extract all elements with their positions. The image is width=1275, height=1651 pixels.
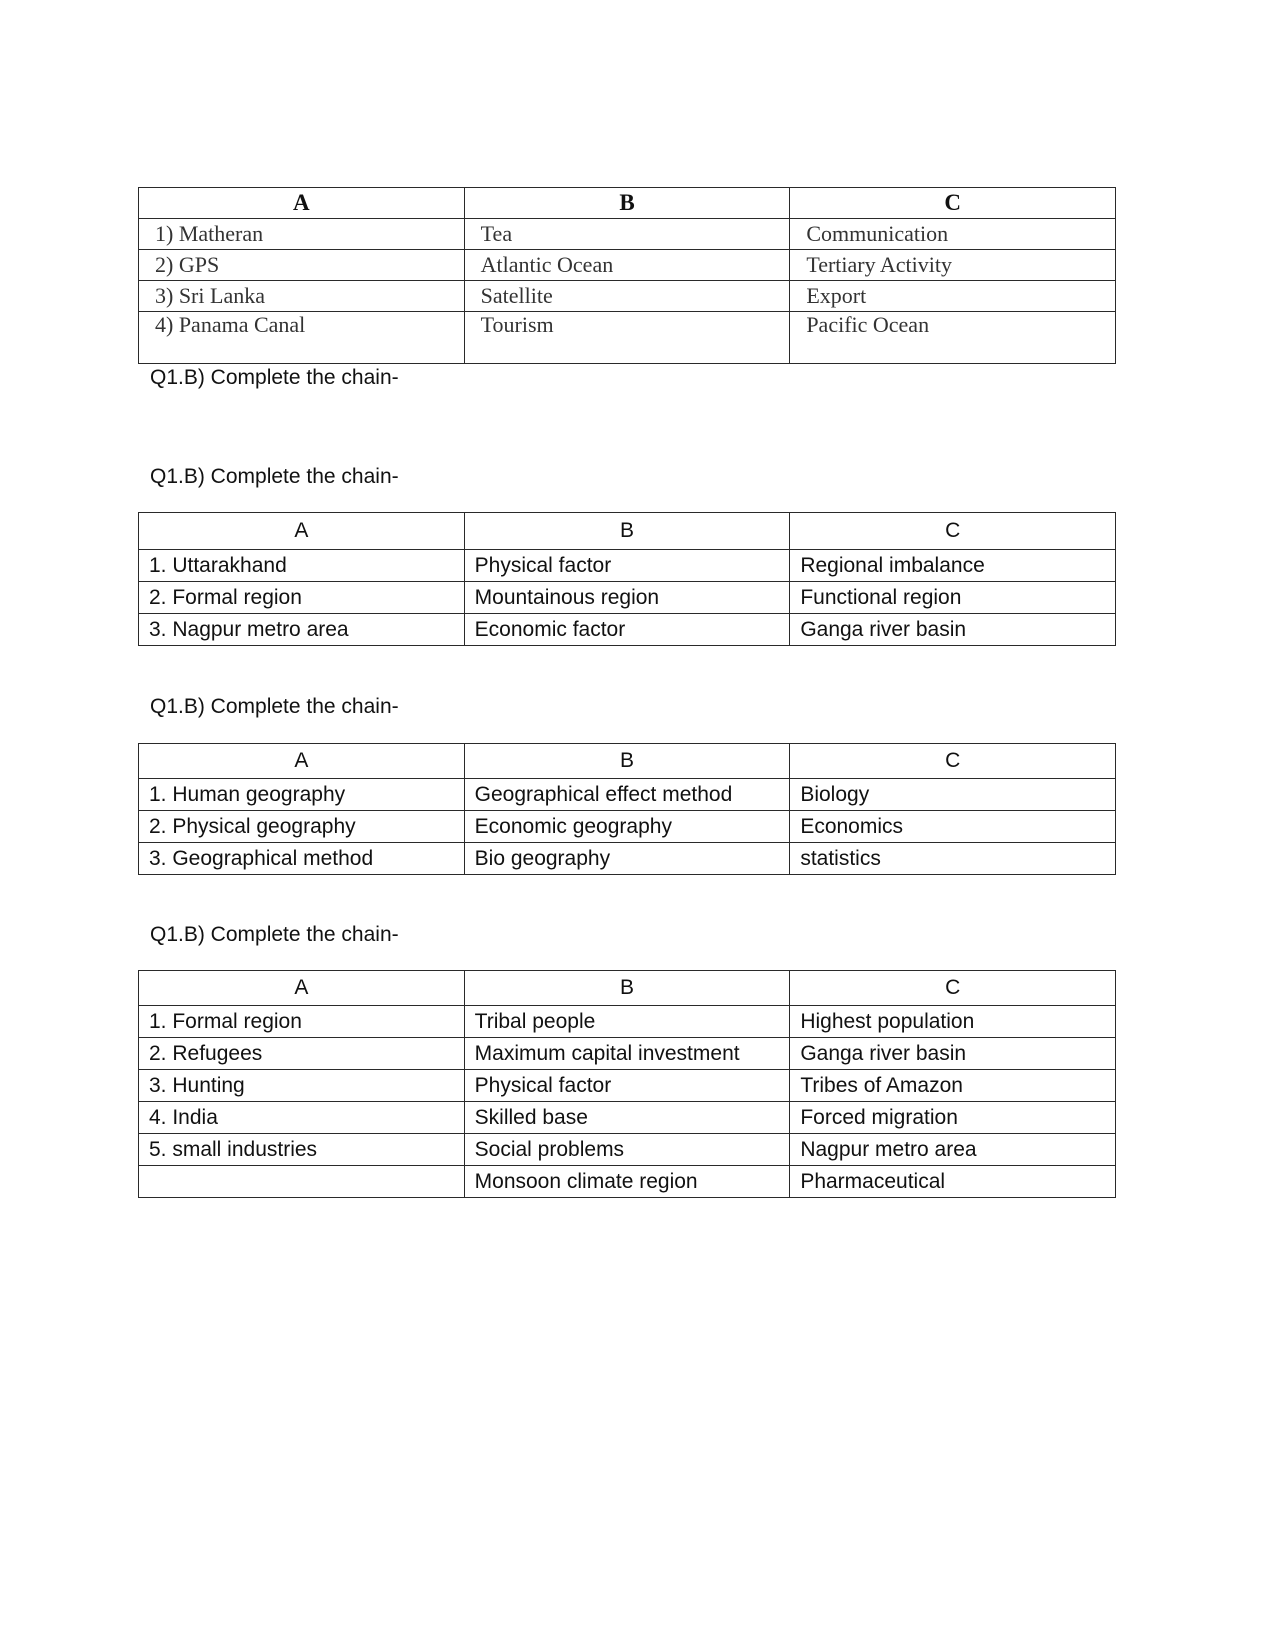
table-cell: Skilled base xyxy=(464,1102,790,1134)
table-cell: 3. Nagpur metro area xyxy=(139,614,465,646)
table-cell: 2. Physical geography xyxy=(139,811,465,843)
table-cell: Geographical effect method xyxy=(464,779,790,811)
table-cell: statistics xyxy=(790,843,1116,875)
table-cell: Economic factor xyxy=(464,614,790,646)
match-table-2 xyxy=(138,512,1116,646)
table-cell: 1. Human geography xyxy=(139,779,465,811)
table-cell: 3. Hunting xyxy=(139,1070,465,1102)
match-table-1 xyxy=(138,187,1116,364)
column-header-a: A xyxy=(139,188,465,219)
table-cell: Highest population xyxy=(790,1006,1116,1038)
table-row xyxy=(139,1134,1116,1166)
column-header-a: A xyxy=(139,513,465,550)
table-cell: Economics xyxy=(790,811,1116,843)
column-header-b: B xyxy=(464,971,790,1006)
table-row xyxy=(139,1102,1116,1134)
table-cell: 2) GPS xyxy=(139,250,465,281)
column-header-b: B xyxy=(464,744,790,779)
table-cell: Monsoon climate region xyxy=(464,1166,790,1198)
table-cell: Ganga river basin xyxy=(790,1038,1116,1070)
table-cell: Tea xyxy=(464,219,790,250)
table-cell: Regional imbalance xyxy=(790,550,1116,582)
column-header-c: C xyxy=(790,971,1116,1006)
table-cell: Communication xyxy=(790,219,1116,250)
table-cell: 3. Geographical method xyxy=(139,843,465,875)
match-table-4 xyxy=(138,970,1116,1198)
table-cell: 1. Uttarakhand xyxy=(139,550,465,582)
table-cell: Forced migration xyxy=(790,1102,1116,1134)
table-cell: 1. Formal region xyxy=(139,1006,465,1038)
table-row xyxy=(139,219,1116,250)
table-row xyxy=(139,1038,1116,1070)
table-row xyxy=(139,843,1116,875)
table-row xyxy=(139,614,1116,646)
table-cell: 4) Panama Canal xyxy=(139,312,465,364)
table-row xyxy=(139,811,1116,843)
column-header-b: B xyxy=(464,188,790,219)
table-row xyxy=(139,250,1116,281)
table-header-row xyxy=(139,744,1116,779)
table-cell: Physical factor xyxy=(464,550,790,582)
table-cell: Tribal people xyxy=(464,1006,790,1038)
table-cell: Physical factor xyxy=(464,1070,790,1102)
table-row xyxy=(139,312,1116,364)
question-heading: Q1.B) Complete the chain- xyxy=(150,366,399,389)
table-row xyxy=(139,281,1116,312)
table-cell: Tourism xyxy=(464,312,790,364)
table-row xyxy=(139,779,1116,811)
question-heading: Q1.B) Complete the chain- xyxy=(150,465,399,488)
table-cell: Biology xyxy=(790,779,1116,811)
column-header-c: C xyxy=(790,513,1116,550)
table-cell: Mountainous region xyxy=(464,582,790,614)
question-heading: Q1.B) Complete the chain- xyxy=(150,923,399,946)
table-cell: 2. Formal region xyxy=(139,582,465,614)
table-header-row xyxy=(139,188,1116,219)
column-header-a: A xyxy=(139,971,465,1006)
table-cell: Pharmaceutical xyxy=(790,1166,1116,1198)
table-row xyxy=(139,1166,1116,1198)
table-cell: Social problems xyxy=(464,1134,790,1166)
table-cell: Maximum capital investment xyxy=(464,1038,790,1070)
table-cell: 1) Matheran xyxy=(139,219,465,250)
table-cell: 2. Refugees xyxy=(139,1038,465,1070)
table-row xyxy=(139,582,1116,614)
match-table-3 xyxy=(138,743,1116,875)
table-header-row xyxy=(139,971,1116,1006)
table-cell: Pacific Ocean xyxy=(790,312,1116,364)
table-cell: Tertiary Activity xyxy=(790,250,1116,281)
table-cell: 5. small industries xyxy=(139,1134,465,1166)
table-row xyxy=(139,550,1116,582)
table-cell: Export xyxy=(790,281,1116,312)
table-cell: 3) Sri Lanka xyxy=(139,281,465,312)
table-cell: Satellite xyxy=(464,281,790,312)
table-cell: Economic geography xyxy=(464,811,790,843)
table-row xyxy=(139,1006,1116,1038)
table-cell: 4. India xyxy=(139,1102,465,1134)
table-cell xyxy=(139,1166,465,1198)
column-header-c: C xyxy=(790,188,1116,219)
table-cell: Bio geography xyxy=(464,843,790,875)
column-header-c: C xyxy=(790,744,1116,779)
table-header-row xyxy=(139,513,1116,550)
table-cell: Atlantic Ocean xyxy=(464,250,790,281)
table-cell: Ganga river basin xyxy=(790,614,1116,646)
table-cell: Nagpur metro area xyxy=(790,1134,1116,1166)
table-cell: Functional region xyxy=(790,582,1116,614)
table-cell: Tribes of Amazon xyxy=(790,1070,1116,1102)
question-heading: Q1.B) Complete the chain- xyxy=(150,695,399,718)
column-header-a: A xyxy=(139,744,465,779)
table-row xyxy=(139,1070,1116,1102)
column-header-b: B xyxy=(464,513,790,550)
